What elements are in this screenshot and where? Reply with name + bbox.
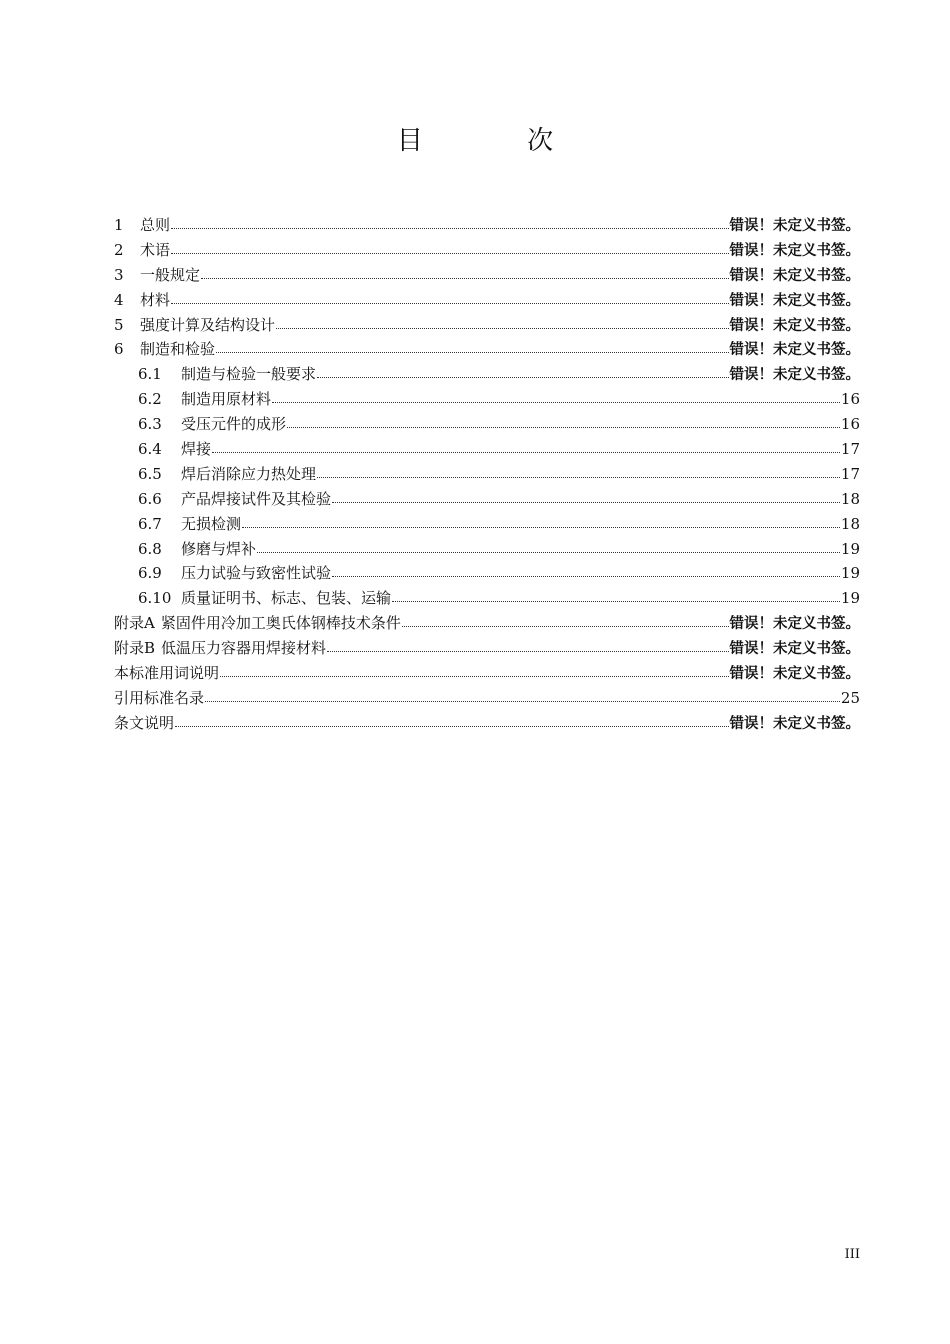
toc-entry[interactable] (114, 462, 860, 487)
toc-entry[interactable] (114, 263, 860, 288)
toc-entry-page: 错误！未定义书签。 (729, 317, 860, 334)
toc-entry-page: 18 (840, 514, 860, 533)
toc-entry-page: 19 (840, 564, 860, 583)
toc-entry-number: 1 (114, 216, 124, 234)
dot-leader (317, 464, 840, 479)
toc-entry-label: 术语 (140, 240, 171, 259)
toc-entry-number: 2 (114, 240, 124, 259)
toc-entry-number: 5 (114, 315, 124, 334)
toc-entry-label: 材料 (140, 290, 171, 309)
toc-entry-page: 错误！未定义书签。 (729, 218, 860, 234)
toc-entry-page: 16 (840, 415, 860, 434)
toc-entry[interactable] (114, 661, 860, 686)
dot-leader (171, 215, 728, 230)
toc-entry[interactable] (114, 437, 860, 462)
dot-leader (220, 663, 728, 678)
toc-entry-number: 6.2 (138, 390, 162, 409)
toc-entry-label: 强度计算及结构设计 (140, 315, 276, 334)
toc-entry-number: 附录B (114, 639, 156, 658)
dot-leader (242, 514, 840, 529)
toc-entry[interactable] (114, 537, 860, 562)
dot-leader (272, 389, 840, 404)
dot-leader (317, 364, 728, 379)
toc-entry-page: 错误！未定义书签。 (729, 242, 860, 259)
toc-entry-number: 4 (114, 290, 124, 309)
toc-entry-label: 压力试验与致密性试验 (181, 564, 332, 583)
toc-entry-page: 16 (840, 390, 860, 409)
toc-entry[interactable] (114, 313, 860, 338)
toc-entry[interactable] (114, 711, 860, 736)
dot-leader (201, 265, 728, 280)
toc-entry-label: 引用标准名录 (114, 688, 205, 707)
toc-entry-page: 错误！未定义书签。 (729, 292, 860, 309)
toc-entry[interactable] (114, 512, 860, 537)
toc-entry-page: 25 (840, 688, 860, 707)
toc-entry-label: 无损检测 (181, 514, 242, 533)
dot-leader (392, 588, 840, 603)
toc-entry-number: 6.8 (138, 539, 162, 558)
toc-entry-number: 6.7 (138, 514, 162, 533)
toc-entry-label: 焊接 (181, 440, 212, 459)
toc-entry[interactable] (114, 288, 860, 313)
toc-entry-label: 低温压力容器用焊接材料 (161, 639, 327, 658)
toc-entry-page: 17 (840, 464, 860, 483)
toc-entry-page: 错误！未定义书签。 (729, 715, 860, 732)
toc-entry[interactable] (114, 636, 860, 661)
dot-leader (332, 489, 840, 504)
toc-entry-page: 错误！未定义书签。 (729, 267, 860, 284)
toc-entry-page: 18 (840, 489, 860, 508)
toc-entry-label: 一般规定 (140, 265, 201, 284)
dot-leader (402, 613, 729, 628)
dot-leader (332, 563, 840, 578)
toc-entry-number: 6.9 (138, 564, 162, 583)
dot-leader (216, 339, 728, 354)
toc-entry-label: 制造用原材料 (181, 390, 272, 409)
toc-entry-label: 总则 (140, 216, 171, 234)
toc-entry[interactable] (114, 586, 860, 611)
toc-entry[interactable] (114, 561, 860, 586)
toc-entry-label: 焊后消除应力热处理 (181, 464, 317, 483)
toc-entry[interactable] (114, 487, 860, 512)
toc-entry[interactable] (114, 387, 860, 412)
toc-entry-label: 制造与检验一般要求 (181, 365, 317, 384)
dot-leader (287, 414, 840, 429)
toc-entry-number: 6.6 (138, 489, 162, 508)
dot-leader (276, 315, 728, 330)
toc-entry-label: 条文说明 (114, 713, 175, 732)
toc-entry-page: 错误！未定义书签。 (729, 666, 860, 683)
toc-entry[interactable] (114, 686, 860, 711)
toc-entry-page: 19 (840, 589, 860, 608)
toc-entry[interactable] (114, 238, 860, 263)
toc-entry[interactable] (114, 611, 860, 636)
toc-entry-page: 错误！未定义书签。 (729, 342, 860, 359)
dot-leader (257, 539, 840, 554)
dot-leader (175, 713, 728, 728)
toc-entry-label: 产品焊接试件及其检验 (181, 489, 332, 508)
toc-entry-label: 受压元件的成形 (181, 415, 287, 434)
toc-entry[interactable] (114, 213, 860, 238)
toc-entry-number: 6.5 (138, 464, 162, 483)
toc-entry-label: 紧固件用冷加工奥氏体钢棒技术条件 (160, 614, 401, 633)
toc-entry-number: 6.10 (138, 589, 172, 608)
dot-leader (171, 290, 728, 305)
toc-entry-label: 制造和检验 (140, 340, 216, 359)
toc-entry-label: 修磨与焊补 (181, 539, 257, 558)
dot-leader (212, 439, 840, 454)
table-of-contents (114, 213, 860, 736)
toc-entry-number: 6.4 (138, 440, 162, 459)
toc-entry-page: 错误！未定义书签。 (729, 616, 860, 633)
toc-entry[interactable] (114, 362, 860, 387)
toc-entry-label: 本标准用词说明 (114, 664, 220, 683)
toc-entry-page: 17 (840, 440, 860, 459)
toc-entry-label: 质量证明书、标志、包装、运输 (181, 589, 392, 608)
toc-entry[interactable] (114, 412, 860, 437)
dot-leader (171, 240, 728, 255)
toc-entry[interactable] (114, 337, 860, 362)
toc-entry-number: 6.1 (138, 365, 162, 384)
dot-leader (327, 638, 728, 653)
toc-entry-number: 6 (114, 340, 124, 359)
toc-entry-number: 附录A (114, 614, 155, 633)
page-title: 目 次 (396, 126, 602, 156)
toc-entry-page: 错误！未定义书签。 (729, 367, 860, 384)
page-number: III (844, 1247, 860, 1262)
toc-entry-page: 错误！未定义书签。 (729, 641, 860, 658)
dot-leader (205, 688, 840, 703)
toc-entry-page: 19 (840, 539, 860, 558)
toc-entry-number: 3 (114, 265, 124, 284)
toc-entry-number: 6.3 (138, 415, 162, 434)
